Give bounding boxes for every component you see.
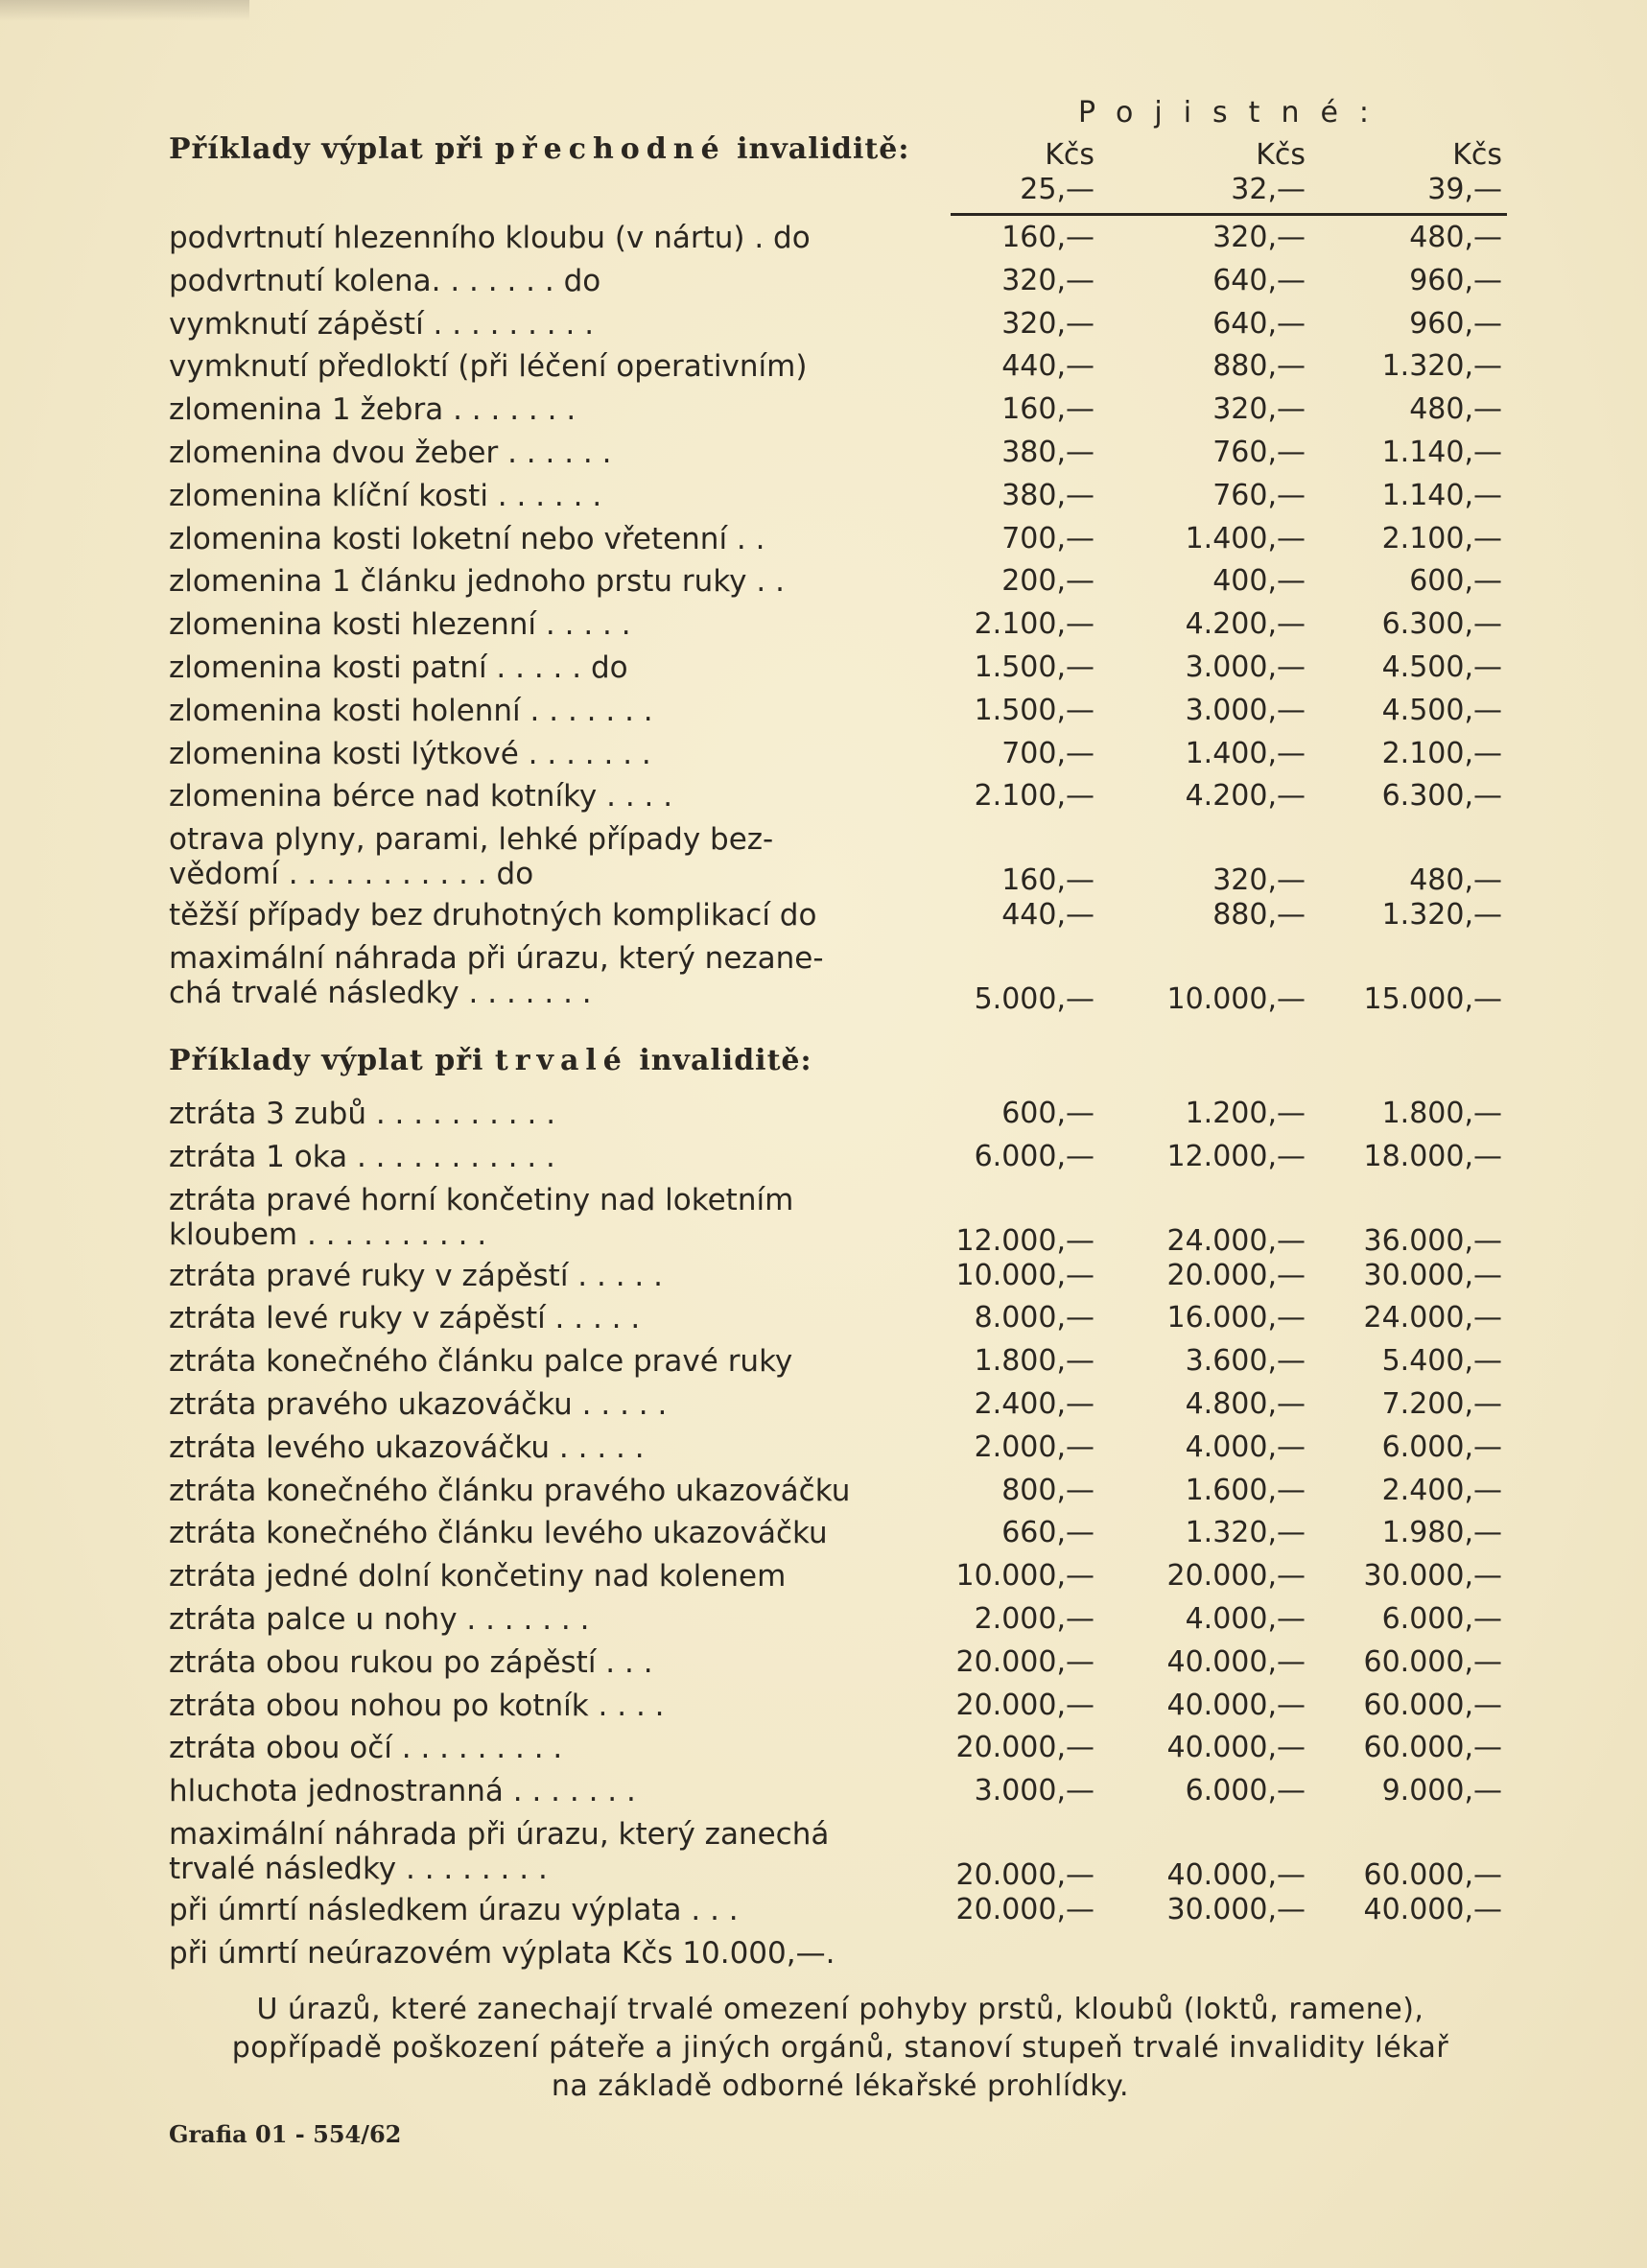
table-row	[169, 1774, 1512, 1817]
table-row	[169, 1893, 1512, 1936]
row-label: ztráta obou očí . . . . . . . . .	[169, 1731, 563, 1766]
value-32: 320,—	[1212, 392, 1306, 427]
col1-amount: 25,—	[1020, 173, 1094, 206]
value-25: 3.000,—	[974, 1774, 1094, 1808]
value-25: 320,—	[1001, 306, 1094, 341]
note-line-2: popřípadě poškození páteře a jiných orgánů, stanoví stupeň trvalé invalidity lékař	[231, 2031, 1449, 2065]
value-25: 1.500,—	[974, 650, 1094, 684]
table-row	[169, 779, 1512, 822]
value-32: 760,—	[1212, 436, 1306, 469]
row-label: podvrtnutí kolena. . . . . . . do	[169, 263, 601, 298]
table-row	[169, 1731, 1512, 1774]
paper-fold-shadow	[0, 0, 249, 21]
col2-amount: 32,—	[1231, 173, 1306, 206]
value-32: 3.000,—	[1185, 693, 1306, 727]
row-label: otrava plyny, parami, lehké případy bez- vědomí . . . . . . . . . . . do	[169, 822, 774, 892]
value-25: 10.000,—	[955, 1258, 1094, 1292]
table-row	[169, 1387, 1512, 1430]
value-32: 1.600,—	[1185, 1473, 1306, 1507]
value-32: 40.000,—	[1166, 1731, 1306, 1765]
value-32: 880,—	[1212, 898, 1306, 933]
value-25: 2.000,—	[974, 1602, 1094, 1636]
row-label: vymknutí zápěstí . . . . . . . . .	[169, 306, 595, 342]
value-32: 320,—	[1212, 863, 1306, 898]
row-label: ztráta levého ukazováčku . . . . .	[169, 1429, 645, 1465]
value-25: 20.000,—	[955, 1893, 1094, 1926]
value-25: 8.000,—	[974, 1301, 1094, 1335]
value-39: 480,—	[1409, 863, 1502, 898]
row-label: maximální náhrada při úrazu, který nezane- chá trvalé následky . . . . . . .	[169, 941, 824, 1010]
value-32: 30.000,—	[1166, 1893, 1306, 1926]
value-25: 380,—	[1001, 436, 1094, 469]
table-row	[169, 737, 1512, 780]
section2-title-c: invaliditě:	[627, 1044, 812, 1077]
table-row	[169, 1183, 1512, 1259]
value-25: 20.000,—	[955, 1688, 1094, 1722]
value-39: 5.400,—	[1381, 1344, 1502, 1379]
value-39: 480,—	[1409, 392, 1502, 427]
value-32: 880,—	[1212, 349, 1306, 384]
table-row	[169, 1140, 1512, 1183]
table-row	[169, 479, 1512, 522]
value-32: 6.000,—	[1185, 1774, 1306, 1808]
row-label: ztráta konečného článku pravého ukazováčku	[169, 1473, 851, 1508]
value-25: 20.000,—	[955, 1731, 1094, 1765]
value-32: 1.200,—	[1185, 1097, 1306, 1130]
row-label: při úmrtí neúrazovém výplata Kčs 10.000,—.	[169, 1935, 835, 1971]
section2-title-b: trvalé	[494, 1044, 628, 1077]
pojistne-heading: Pojistné:	[1078, 96, 1391, 130]
value-39: 60.000,—	[1363, 1731, 1502, 1765]
value-32: 3.000,—	[1185, 650, 1306, 684]
table-row	[169, 694, 1512, 737]
value-25: 380,—	[1001, 478, 1094, 512]
value-25: 440,—	[1001, 898, 1094, 933]
col2-currency: Kčs	[1256, 138, 1306, 172]
value-32: 4.000,—	[1185, 1429, 1306, 1464]
row-label: zlomenina dvou žeber . . . . . .	[169, 436, 612, 470]
value-32: 4.200,—	[1185, 779, 1306, 814]
value-39: 6.300,—	[1381, 607, 1502, 642]
value-39: 60.000,—	[1363, 1644, 1502, 1679]
value-39: 36.000,—	[1363, 1223, 1502, 1258]
table-row	[169, 1474, 1512, 1517]
value-39: 6.300,—	[1381, 779, 1502, 814]
value-39: 1.320,—	[1381, 349, 1502, 384]
table-row	[169, 1936, 1512, 1979]
value-25: 20.000,—	[955, 1644, 1094, 1679]
value-32: 640,—	[1212, 263, 1306, 297]
value-25: 160,—	[1001, 863, 1094, 898]
value-39: 24.000,—	[1363, 1301, 1502, 1335]
value-39: 2.400,—	[1381, 1473, 1502, 1507]
table-row	[169, 1259, 1512, 1302]
row-label: zlomenina kosti hlezenní . . . . .	[169, 607, 631, 643]
section2-title-a: Příklady výplat při	[169, 1044, 495, 1077]
table-row	[169, 349, 1512, 392]
row-label: zlomenina kosti lýtkové . . . . . . .	[169, 736, 651, 771]
value-25: 1.800,—	[974, 1344, 1094, 1379]
header-rule	[951, 213, 1507, 216]
table-row	[169, 1097, 1512, 1140]
value-39: 6.000,—	[1381, 1429, 1502, 1464]
table-row	[169, 607, 1512, 650]
row-label: zlomenina 1 žebra . . . . . . .	[169, 392, 576, 428]
value-32: 40.000,—	[1166, 1644, 1306, 1679]
table-row	[169, 1689, 1512, 1732]
table-row	[169, 436, 1512, 479]
col3-amount: 39,—	[1427, 173, 1502, 206]
value-39: 4.500,—	[1381, 693, 1502, 727]
value-39: 6.000,—	[1381, 1602, 1502, 1636]
row-label: maximální náhrada při úrazu, který zanechá trvalé následky . . . . . . . .	[169, 1817, 830, 1886]
col1-currency: Kčs	[1045, 138, 1094, 172]
table-row	[169, 1602, 1512, 1645]
value-32: 3.600,—	[1185, 1344, 1306, 1379]
value-32: 760,—	[1212, 478, 1306, 512]
value-39: 4.500,—	[1381, 650, 1502, 684]
value-39: 2.100,—	[1381, 736, 1502, 770]
value-25: 600,—	[1001, 1097, 1094, 1130]
value-25: 800,—	[1001, 1473, 1094, 1507]
row-label: ztráta 1 oka . . . . . . . . . . .	[169, 1139, 555, 1174]
value-25: 2.100,—	[974, 607, 1094, 642]
row-label: zlomenina kosti loketní nebo vřetenní . .	[169, 521, 765, 556]
value-32: 400,—	[1212, 564, 1306, 599]
value-25: 5.000,—	[974, 982, 1094, 1016]
value-32: 1.320,—	[1185, 1516, 1306, 1550]
value-39: 40.000,—	[1363, 1893, 1502, 1926]
table-row	[169, 822, 1512, 898]
value-39: 7.200,—	[1381, 1387, 1502, 1421]
value-39: 60.000,—	[1363, 1858, 1502, 1892]
table-row	[169, 1817, 1512, 1893]
col3-currency: Kčs	[1452, 138, 1502, 172]
value-25: 700,—	[1001, 736, 1094, 770]
value-25: 20.000,—	[955, 1858, 1094, 1892]
table-row	[169, 307, 1512, 350]
value-25: 320,—	[1001, 263, 1094, 297]
row-label: ztráta palce u nohy . . . . . . .	[169, 1602, 590, 1637]
row-label: ztráta konečného článku palce pravé ruky	[169, 1344, 793, 1380]
section2-title	[169, 1044, 812, 1077]
value-32: 16.000,—	[1166, 1301, 1306, 1335]
row-label: zlomenina kosti patní . . . . . do	[169, 650, 628, 685]
section1-title-c: invaliditě:	[725, 132, 910, 166]
value-32: 40.000,—	[1166, 1688, 1306, 1722]
value-39: 1.140,—	[1381, 478, 1502, 512]
note-line-1: U úrazů, které zanechají trvalé omezení pohyby prstů, kloubů (loktů, ramene),	[256, 1993, 1424, 2026]
table-row	[169, 1344, 1512, 1387]
value-39: 1.980,—	[1381, 1516, 1502, 1550]
value-25: 200,—	[1001, 564, 1094, 599]
value-32: 1.400,—	[1185, 521, 1306, 555]
value-25: 10.000,—	[955, 1559, 1094, 1594]
value-32: 1.400,—	[1185, 736, 1306, 770]
table-row	[169, 522, 1512, 565]
section1-title	[169, 132, 909, 166]
value-32: 4.000,—	[1185, 1602, 1306, 1636]
section1-title-a: Příklady výplat při	[169, 132, 495, 166]
value-39: 960,—	[1409, 263, 1502, 297]
row-label: ztráta 3 zubů . . . . . . . . . .	[169, 1097, 556, 1131]
value-39: 480,—	[1409, 221, 1502, 254]
value-39: 30.000,—	[1363, 1258, 1502, 1292]
value-39: 1.320,—	[1381, 898, 1502, 933]
value-32: 20.000,—	[1166, 1559, 1306, 1594]
table-row	[169, 1516, 1512, 1559]
row-label: těžší případy bez druhotných komplikací do	[169, 898, 817, 933]
table-row	[169, 1559, 1512, 1602]
value-32: 4.200,—	[1185, 607, 1306, 642]
value-32: 640,—	[1212, 306, 1306, 341]
row-label: podvrtnutí hlezenního kloubu (v nártu) . do	[169, 221, 811, 255]
value-25: 160,—	[1001, 392, 1094, 427]
value-39: 9.000,—	[1381, 1774, 1502, 1808]
value-32: 24.000,—	[1166, 1223, 1306, 1258]
value-39: 60.000,—	[1363, 1688, 1502, 1722]
value-32: 40.000,—	[1166, 1858, 1306, 1892]
medical-note	[169, 1991, 1512, 2106]
value-25: 160,—	[1001, 221, 1094, 254]
value-39: 1.800,—	[1381, 1097, 1502, 1130]
note-line-3: na základě odborné lékařské prohlídky.	[551, 2069, 1130, 2103]
table-row	[169, 1645, 1512, 1689]
row-label: ztráta konečného článku levého ukazováčku	[169, 1516, 828, 1551]
row-label: ztráta obou rukou po zápěstí . . .	[169, 1644, 653, 1680]
table-row	[169, 264, 1512, 307]
row-label: zlomenina klíční kosti . . . . . .	[169, 478, 602, 513]
value-25: 700,—	[1001, 521, 1094, 555]
row-label: při úmrtí následkem úrazu výplata . . .	[169, 1893, 739, 1927]
value-39: 30.000,—	[1363, 1559, 1502, 1594]
value-32: 10.000,—	[1166, 982, 1306, 1016]
row-label: zlomenina bérce nad kotníky . . . .	[169, 779, 673, 815]
table-row	[169, 650, 1512, 694]
value-25: 440,—	[1001, 349, 1094, 384]
printer-imprint: Grafia 01 - 554/62	[169, 2120, 402, 2148]
table-row	[169, 392, 1512, 436]
row-label: zlomenina 1 článku jednoho prstu ruky . .	[169, 564, 785, 600]
value-25: 6.000,—	[974, 1139, 1094, 1173]
table-row	[169, 1430, 1512, 1474]
value-39: 15.000,—	[1363, 982, 1502, 1016]
value-39: 1.140,—	[1381, 436, 1502, 469]
value-25: 12.000,—	[955, 1223, 1094, 1258]
value-25: 2.400,—	[974, 1387, 1094, 1421]
section1-title-b: přechodné	[494, 132, 726, 166]
value-25: 2.100,—	[974, 779, 1094, 814]
table-row	[169, 1301, 1512, 1344]
row-label: ztráta pravé ruky v zápěstí . . . . .	[169, 1258, 663, 1293]
value-32: 20.000,—	[1166, 1258, 1306, 1292]
row-label: ztráta levé ruky v zápěstí . . . . .	[169, 1301, 641, 1336]
row-label: ztráta jedné dolní končetiny nad kolenem	[169, 1559, 787, 1595]
table-row	[169, 564, 1512, 607]
value-39: 18.000,—	[1363, 1139, 1502, 1173]
value-25: 2.000,—	[974, 1429, 1094, 1464]
row-label: hluchota jednostranná . . . . . . .	[169, 1774, 636, 1809]
value-39: 600,—	[1409, 564, 1502, 599]
value-39: 2.100,—	[1381, 521, 1502, 555]
value-32: 4.800,—	[1185, 1387, 1306, 1421]
value-25: 660,—	[1001, 1516, 1094, 1550]
row-label: ztráta obou nohou po kotník . . . .	[169, 1688, 665, 1723]
table-row	[169, 221, 1512, 264]
table-row	[169, 941, 1512, 1017]
value-32: 12.000,—	[1166, 1139, 1306, 1173]
table-row	[169, 898, 1512, 941]
row-label: ztráta pravého ukazováčku . . . . .	[169, 1387, 668, 1422]
row-label: vymknutí předloktí (při léčení operativním)	[169, 349, 808, 385]
row-label: ztráta pravé horní končetiny nad loketním kloubem . . . . . . . . . .	[169, 1182, 794, 1252]
value-39: 960,—	[1409, 306, 1502, 341]
value-32: 320,—	[1212, 221, 1306, 254]
row-label: zlomenina kosti holenní . . . . . . .	[169, 693, 653, 728]
value-25: 1.500,—	[974, 693, 1094, 727]
